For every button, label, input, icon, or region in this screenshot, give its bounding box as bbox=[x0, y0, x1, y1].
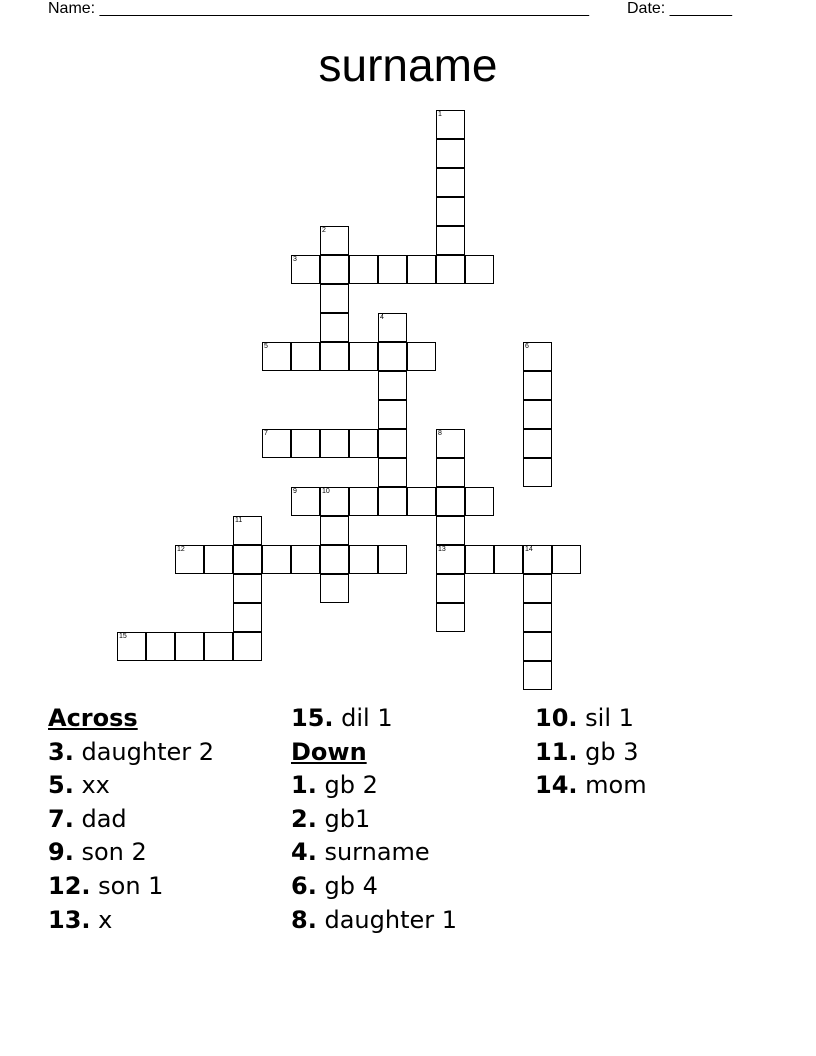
name-field: Name: _______________________________________________________ bbox=[48, 0, 589, 17]
grid-cell[interactable] bbox=[291, 429, 320, 458]
grid-cell[interactable] bbox=[262, 342, 291, 371]
grid-cell[interactable] bbox=[436, 603, 465, 632]
cell-number: 9 bbox=[293, 488, 297, 495]
grid-cell[interactable] bbox=[233, 545, 262, 574]
grid-cell[interactable] bbox=[291, 487, 320, 516]
date-field: Date: _______ bbox=[627, 0, 732, 17]
grid-cell[interactable] bbox=[378, 371, 407, 400]
cell-number: 10 bbox=[322, 488, 330, 495]
grid-cell[interactable] bbox=[523, 429, 552, 458]
grid-cell[interactable] bbox=[175, 632, 204, 661]
grid-cell[interactable] bbox=[320, 545, 349, 574]
cell-number: 11 bbox=[235, 517, 243, 524]
page-title: surname bbox=[318, 39, 498, 91]
clues-column-3 bbox=[535, 702, 647, 803]
clue-item: 15. dil 1 bbox=[291, 704, 393, 732]
grid-cell[interactable] bbox=[349, 255, 378, 284]
grid-cell[interactable] bbox=[436, 458, 465, 487]
grid-cell[interactable] bbox=[523, 342, 552, 371]
grid-cell[interactable] bbox=[320, 313, 349, 342]
grid-cell[interactable] bbox=[349, 487, 378, 516]
clues-column-1 bbox=[48, 702, 214, 937]
clue-item: 8. daughter 1 bbox=[291, 905, 458, 934]
grid-cell[interactable] bbox=[436, 197, 465, 226]
clues-column-2 bbox=[291, 702, 457, 937]
clue-item: 7. dad bbox=[48, 804, 127, 833]
grid-cell[interactable] bbox=[378, 458, 407, 487]
grid-cell[interactable] bbox=[320, 516, 349, 545]
down-heading: Down bbox=[291, 737, 367, 766]
cell-number: 7 bbox=[264, 430, 268, 437]
grid-cell[interactable] bbox=[146, 632, 175, 661]
cell-number: 6 bbox=[525, 343, 529, 350]
grid-cell[interactable] bbox=[349, 342, 378, 371]
clue-item: 11. gb 3 bbox=[535, 737, 639, 766]
grid-cell[interactable] bbox=[523, 603, 552, 632]
grid-cell[interactable] bbox=[436, 487, 465, 516]
grid-cell[interactable] bbox=[523, 400, 552, 429]
grid-cell[interactable] bbox=[233, 516, 262, 545]
grid-cell[interactable] bbox=[175, 545, 204, 574]
grid-cell[interactable] bbox=[378, 487, 407, 516]
grid-cell[interactable] bbox=[494, 545, 523, 574]
grid-cell[interactable] bbox=[233, 574, 262, 603]
cell-number: 4 bbox=[380, 314, 384, 321]
grid-cell[interactable] bbox=[436, 516, 465, 545]
grid-cell[interactable] bbox=[552, 545, 581, 574]
grid-cell[interactable] bbox=[465, 487, 494, 516]
grid-cell[interactable] bbox=[262, 429, 291, 458]
grid-cell[interactable] bbox=[291, 545, 320, 574]
clue-item: 13. x bbox=[48, 905, 113, 934]
grid-cell[interactable] bbox=[378, 429, 407, 458]
grid-cell[interactable] bbox=[320, 342, 349, 371]
cell-number: 15 bbox=[119, 633, 127, 640]
grid-cell[interactable] bbox=[320, 429, 349, 458]
grid-cell[interactable] bbox=[378, 342, 407, 371]
grid-cell[interactable] bbox=[407, 487, 436, 516]
cell-number: 12 bbox=[177, 546, 185, 553]
across-heading: Across bbox=[48, 704, 138, 732]
clue-item: 9. son 2 bbox=[48, 838, 147, 867]
clue-item: 10. sil 1 bbox=[535, 704, 634, 732]
grid-cell[interactable] bbox=[407, 255, 436, 284]
grid-cell[interactable] bbox=[436, 255, 465, 284]
grid-cell[interactable] bbox=[320, 284, 349, 313]
grid-cell[interactable] bbox=[291, 342, 320, 371]
grid-cell[interactable] bbox=[523, 545, 552, 574]
grid-cell[interactable] bbox=[233, 632, 262, 661]
cell-number: 5 bbox=[264, 343, 268, 350]
grid-cell[interactable] bbox=[523, 574, 552, 603]
grid-cell[interactable] bbox=[378, 545, 407, 574]
clue-item: 4. surname bbox=[291, 838, 430, 867]
grid-cell[interactable] bbox=[204, 632, 233, 661]
grid-cell[interactable] bbox=[349, 545, 378, 574]
grid-cell[interactable] bbox=[436, 429, 465, 458]
grid-cell[interactable] bbox=[378, 400, 407, 429]
grid-cell[interactable] bbox=[320, 487, 349, 516]
clue-item: 5. xx bbox=[48, 771, 110, 800]
grid-cell[interactable] bbox=[378, 313, 407, 342]
grid-cell[interactable] bbox=[204, 545, 233, 574]
clue-item: 2. gb1 bbox=[291, 804, 371, 833]
cell-number: 3 bbox=[293, 256, 297, 263]
grid-cell[interactable] bbox=[436, 139, 465, 168]
cell-number: 8 bbox=[438, 430, 442, 437]
grid-cell[interactable] bbox=[436, 226, 465, 255]
grid-cell[interactable] bbox=[233, 603, 262, 632]
grid-cell[interactable] bbox=[320, 574, 349, 603]
grid-cell[interactable] bbox=[436, 545, 465, 574]
grid-cell[interactable] bbox=[262, 545, 291, 574]
grid-cell[interactable] bbox=[378, 255, 407, 284]
grid-cell[interactable] bbox=[523, 661, 552, 690]
grid-cell[interactable] bbox=[349, 429, 378, 458]
cell-number: 1 bbox=[438, 111, 442, 118]
grid-cell[interactable] bbox=[523, 371, 552, 400]
clue-item: 6. gb 4 bbox=[291, 871, 378, 900]
grid-cell[interactable] bbox=[436, 110, 465, 139]
grid-cell[interactable] bbox=[320, 255, 349, 284]
cell-number: 13 bbox=[438, 546, 446, 553]
cell-number: 14 bbox=[525, 546, 533, 553]
clue-item: 12. son 1 bbox=[48, 871, 164, 900]
grid-cell[interactable] bbox=[117, 632, 146, 661]
cell-number: 2 bbox=[322, 227, 326, 234]
grid-cell[interactable] bbox=[523, 632, 552, 661]
grid-cell[interactable] bbox=[523, 458, 552, 487]
clue-item: 1. gb 2 bbox=[291, 771, 378, 800]
grid-cell[interactable] bbox=[320, 226, 349, 255]
grid-cell[interactable] bbox=[436, 168, 465, 197]
clue-item: 3. daughter 2 bbox=[48, 737, 215, 766]
grid-cell[interactable] bbox=[465, 255, 494, 284]
grid-cell[interactable] bbox=[465, 545, 494, 574]
clue-item: 14. mom bbox=[535, 771, 647, 800]
grid-cell[interactable] bbox=[436, 574, 465, 603]
grid-cell[interactable] bbox=[291, 255, 320, 284]
grid-cell[interactable] bbox=[407, 342, 436, 371]
